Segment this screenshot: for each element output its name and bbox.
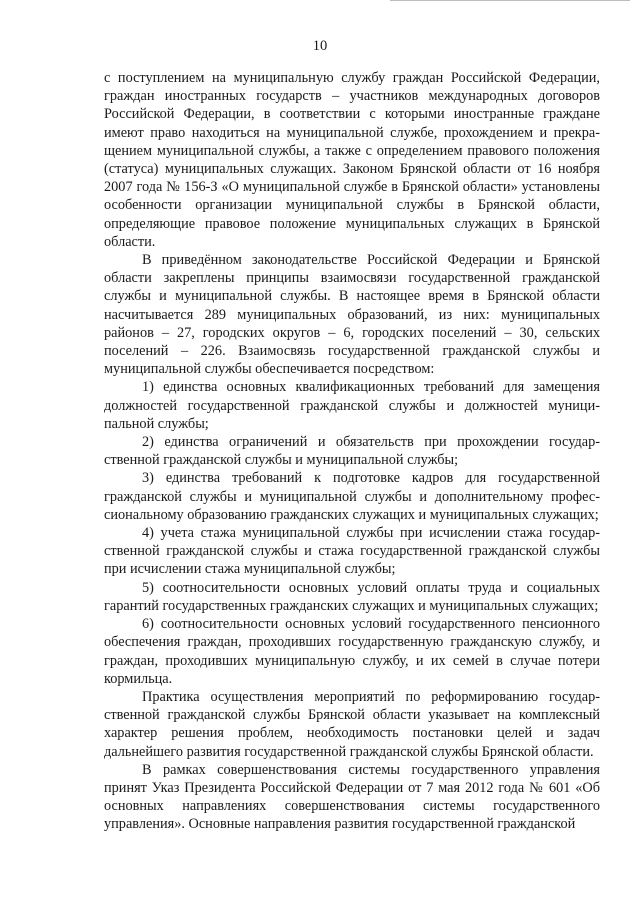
page-number: 10 (312, 38, 328, 54)
scan-top-edge (390, 0, 630, 1)
list-item-remuneration: 5) соотносительности основных условий оплаты труда и социальных гарантий государственных гражданских служащих и муниципальных служащих; (104, 579, 600, 614)
document-body (104, 69, 600, 834)
paragraph-presidential-decree: В рамках совершенствования системы государственного управления принят Указ Президента Российской Федерации от 7 мая 2012 года № 601 «Об основных направлениях совершенствования системы государственного управления». Основные направления развития государственной гражданской (104, 761, 600, 833)
list-item-qualification-requirements: 1) единства основных квалификационных требований для замещения должностей государственной гражданской службы и должностей муниципальной службы; (104, 379, 600, 432)
paragraph-principles-interrelation: В приведённом законодательстве Российской Федерации и Брянской области закреплены принципы взаимосвязи государственной гражданской службы и муниципальной службы. В настоящее время в Брянской области насчитывается 289 муниципальных образований, из них: муниципальных районов – 27, городских округов – 6, городских поселений – 30, сельских поселений – 226. Взаимосвязь государственной гражданской службы и муниципальной службы обеспечивается посредством: (104, 252, 600, 378)
list-item-pension-provision: 6) соотносительности основных условий государственного пенсионного обеспечения граждан, проходивших государственную гражданскую службу, и граждан, проходивших муниципальную службу, и их семей в случае потери кормильца. (104, 616, 600, 687)
list-item-service-length: 4) учета стажа муниципальной службы при исчислении стажа государственной гражданской службы и стажа государственной гражданской службы при исчислении стажа муниципальной службы; (104, 525, 600, 578)
list-item-personnel-training: 3) единства требований к подготовке кадров для государственной гражданской службы и муниципальной службы и дополнительному профессиональному образованию гражданских служащих и муниципальных служащих; (104, 470, 600, 523)
paragraph-reform-practice: Практика осуществления мероприятий по реформированию государственной гражданской службы Брянской области указывает на комплексный характер решения проблем, необходимость постановки целей и задач дальнейшего развития государственной гражданской службы Брянской области. (104, 688, 600, 760)
list-item-restrictions-obligations: 2) единства ограничений и обязательств при прохождении государственной гражданской службы и муниципальной службы; (104, 434, 600, 469)
paragraph-continuation-municipal-service: с поступлением на муниципальную службу граждан Российской Федерации, граждан иностранных государств – участников международных договоров Российской Федерации, в соответствии с которыми иностранные граждане имеют право находиться на муниципальной службе, прохождением и прекращением муниципальной службы, а также с определением правового положения (статуса) муниципальных служащих. Законом Брянской области от 16 ноября 2007 года № 156-З «О муниципальной службе в Брянской области» установлены особенности организации муниципальной службы в Брянской области, определяющие правовое положение муниципальных служащих в Брянской области. (104, 70, 600, 250)
